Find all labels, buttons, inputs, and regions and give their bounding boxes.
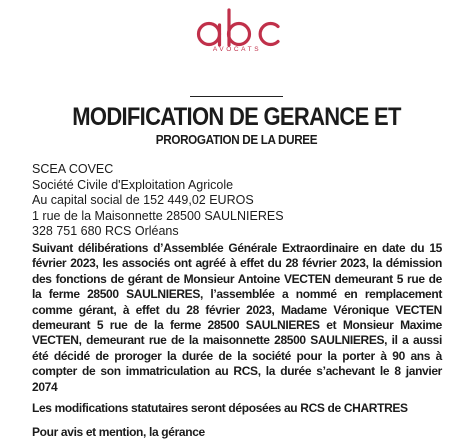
company-legal-form: Société Civile d'Exploitation Agricole (32, 177, 234, 192)
heading-divider (190, 96, 283, 97)
logo-subtitle: AVOCATS (212, 46, 262, 53)
company-name: SCEA COVEC (32, 162, 114, 176)
notice-subtitle: PROROGATION DE LA DUREE (155, 132, 318, 147)
company-address-block (32, 162, 284, 240)
signature-paragraph: Pour avis et mention, la gérance (32, 425, 205, 439)
company-registration: 328 751 680 RCS Orléans (32, 224, 179, 238)
company-street-address: 1 rue de la Maisonnette 28500 SAULNIERES (32, 208, 284, 223)
filing-paragraph: Les modifications statutaires seront déposées au RCS de CHARTRES (32, 401, 408, 415)
company-capital: Au capital social de 152 449,02 EUROS (32, 193, 254, 207)
resolution-paragraph: Suivant délibérations d’Assemblée Générale Extraordinaire en date du 15 février 2023, les associés ont agréé à effet du 28 février 2023, la démission des fonctions de gérant de Monsieur Antoine VECTEN demeurant 5 rue de la ferme 28500 SAULNIERES, l’assemblée a nommé en remplacement comme gérant, à effet du 28 février 2023, Madame Véronique VECTEN demeurant 5 rue de la ferme 28500 SAULNIERES et Monsieur Maxime VECTEN, demeurant rue de la maisonnette 28500 SAULNIERES, il a aussi été décidé de proroger la durée de la société pour la porter à 90 ans à compter de son immatriculation au RCS, la durée s’achevant le 8 janvier 2074 (32, 241, 442, 394)
notice-title: MODIFICATION DE GERANCE ET (72, 103, 401, 131)
logo-mark-icon (192, 4, 282, 50)
